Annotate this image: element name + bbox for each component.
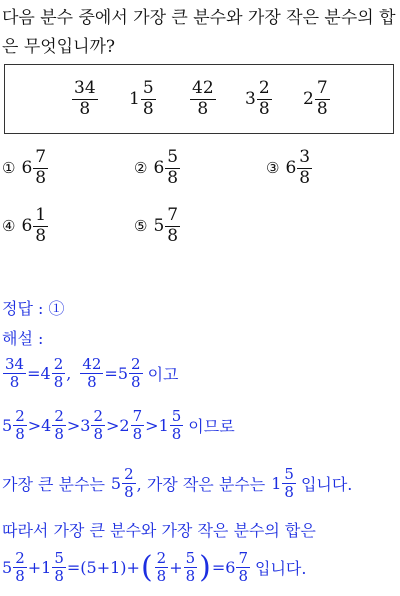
greater-than-sign: >	[145, 416, 159, 436]
numerator: 5	[167, 147, 179, 167]
option-number: ②	[134, 159, 148, 178]
denominator: 8	[124, 483, 134, 502]
whole-number: 5	[2, 416, 13, 436]
numerator: 1	[35, 205, 47, 225]
denominator: 8	[93, 425, 104, 444]
fraction-item	[189, 79, 217, 119]
plus-sign: +	[27, 558, 42, 578]
whole-number: 6	[21, 158, 33, 179]
denominator: 8	[35, 167, 47, 188]
solution-text: 이므로	[188, 417, 235, 437]
fraction-item	[129, 79, 157, 119]
option-number: ①	[2, 159, 16, 178]
option-number: ⑤	[134, 217, 148, 236]
denominator: 8	[9, 373, 20, 392]
whole-number: 5	[117, 364, 129, 384]
option-2[interactable]	[134, 148, 181, 188]
whole-number: 2	[119, 416, 130, 436]
whole-number: 3	[80, 416, 91, 436]
numerator: 2	[124, 465, 134, 483]
numerator: 2	[53, 355, 64, 373]
solution-text: 가장 큰 분수는	[2, 475, 105, 495]
numerator: 34	[74, 78, 96, 98]
denominator: 8	[132, 425, 143, 444]
answer-label: 정답 : ①	[2, 299, 65, 318]
whole-number: 6	[21, 216, 33, 237]
numerator: 5	[142, 78, 154, 98]
numerator: 5	[284, 465, 294, 483]
numerator: 2	[156, 549, 167, 567]
solution-text: , 가장 작은 분수는	[136, 475, 266, 495]
solution-line-4: 따라서 가장 큰 분수와 가장 작은 분수의 합은	[2, 521, 316, 540]
numerator: 5	[171, 407, 182, 425]
numerator: 7	[316, 78, 328, 98]
denominator: 8	[299, 167, 311, 188]
equals-sign: =	[211, 558, 226, 578]
equals-sign: =	[104, 364, 118, 384]
numerator: 7	[35, 147, 47, 167]
equals-sign: =	[27, 364, 41, 384]
greater-than-sign: >	[106, 416, 120, 436]
whole-number: 1	[41, 558, 52, 578]
option-1[interactable]	[2, 148, 49, 188]
numerator: 2	[93, 407, 104, 425]
solution-text: 이고	[147, 365, 179, 385]
plus-sign: +	[169, 558, 183, 578]
numerator: 42	[192, 78, 214, 98]
whole-number: 1	[271, 474, 282, 494]
numerator: 2	[258, 78, 270, 98]
option-3[interactable]	[266, 148, 313, 188]
numerator: 7	[167, 205, 179, 225]
solution-line-2	[2, 408, 235, 444]
denominator: 8	[197, 98, 209, 119]
denominator: 8	[167, 225, 179, 246]
denominator: 8	[167, 167, 179, 188]
whole-number: 2	[303, 89, 314, 110]
fraction-item	[245, 79, 273, 119]
plus-sign: +	[126, 558, 140, 578]
solution-text: 입니다.	[300, 475, 353, 495]
numerator: 3	[299, 147, 311, 167]
denominator: 8	[79, 98, 91, 119]
denominator: 8	[35, 225, 47, 246]
whole-number: 1	[158, 416, 169, 436]
whole-number: 5	[153, 216, 165, 237]
whole-number: 4	[41, 416, 52, 436]
denominator: 8	[316, 98, 328, 119]
option-number: ③	[266, 159, 280, 178]
whole-number: 6	[285, 158, 297, 179]
solution-text: 입니다.	[255, 559, 307, 579]
explanation-label: 해설 :	[2, 329, 44, 348]
solution-line-5	[2, 550, 306, 586]
numerator: 5	[54, 549, 64, 567]
denominator: 8	[238, 567, 249, 586]
denominator: 8	[156, 567, 167, 586]
numerator: 34	[5, 355, 25, 373]
equals-sign: =	[66, 558, 81, 578]
numerator: 5	[185, 549, 196, 567]
denominator: 8	[258, 98, 270, 119]
option-number: ④	[2, 217, 16, 236]
numerator: 7	[238, 549, 249, 567]
numerator: 2	[131, 355, 141, 373]
whole-number: 1	[129, 89, 140, 110]
fraction-item	[303, 79, 331, 119]
denominator: 8	[131, 373, 141, 392]
greater-than-sign: >	[27, 416, 42, 436]
denominator: 8	[185, 567, 196, 586]
denominator: 8	[142, 98, 154, 119]
denominator: 8	[171, 425, 182, 444]
question-text: 다음 분수 중에서 가장 큰 분수와 가장 작은 분수의 합은 무엇입니까?	[2, 8, 396, 57]
numerator: 2	[54, 407, 64, 425]
whole-sum: (5+1)	[80, 558, 127, 578]
solution-line-3	[2, 466, 352, 502]
whole-number: 6	[153, 158, 165, 179]
numerator: 2	[15, 549, 25, 567]
numerator: 42	[82, 355, 102, 373]
separator: ,	[66, 364, 72, 384]
denominator: 8	[53, 373, 64, 392]
whole-number: 5	[110, 474, 122, 494]
denominator: 8	[15, 567, 25, 586]
whole-number: 5	[2, 558, 13, 578]
denominator: 8	[284, 483, 294, 502]
denominator: 8	[87, 373, 97, 392]
numerator: 2	[15, 407, 25, 425]
option-5[interactable]	[134, 206, 181, 246]
solution-line-1	[2, 356, 178, 392]
denominator: 8	[54, 425, 64, 444]
right-paren: )	[199, 549, 211, 585]
whole-number: 6	[225, 558, 236, 578]
denominator: 8	[15, 425, 25, 444]
greater-than-sign: >	[66, 416, 81, 436]
fraction-box	[4, 64, 394, 134]
left-paren: (	[140, 549, 153, 585]
whole-number: 4	[40, 364, 51, 384]
denominator: 8	[54, 567, 64, 586]
numerator: 7	[132, 407, 143, 425]
fraction-item	[71, 79, 99, 119]
option-4[interactable]	[2, 206, 49, 246]
whole-number: 3	[245, 89, 256, 110]
